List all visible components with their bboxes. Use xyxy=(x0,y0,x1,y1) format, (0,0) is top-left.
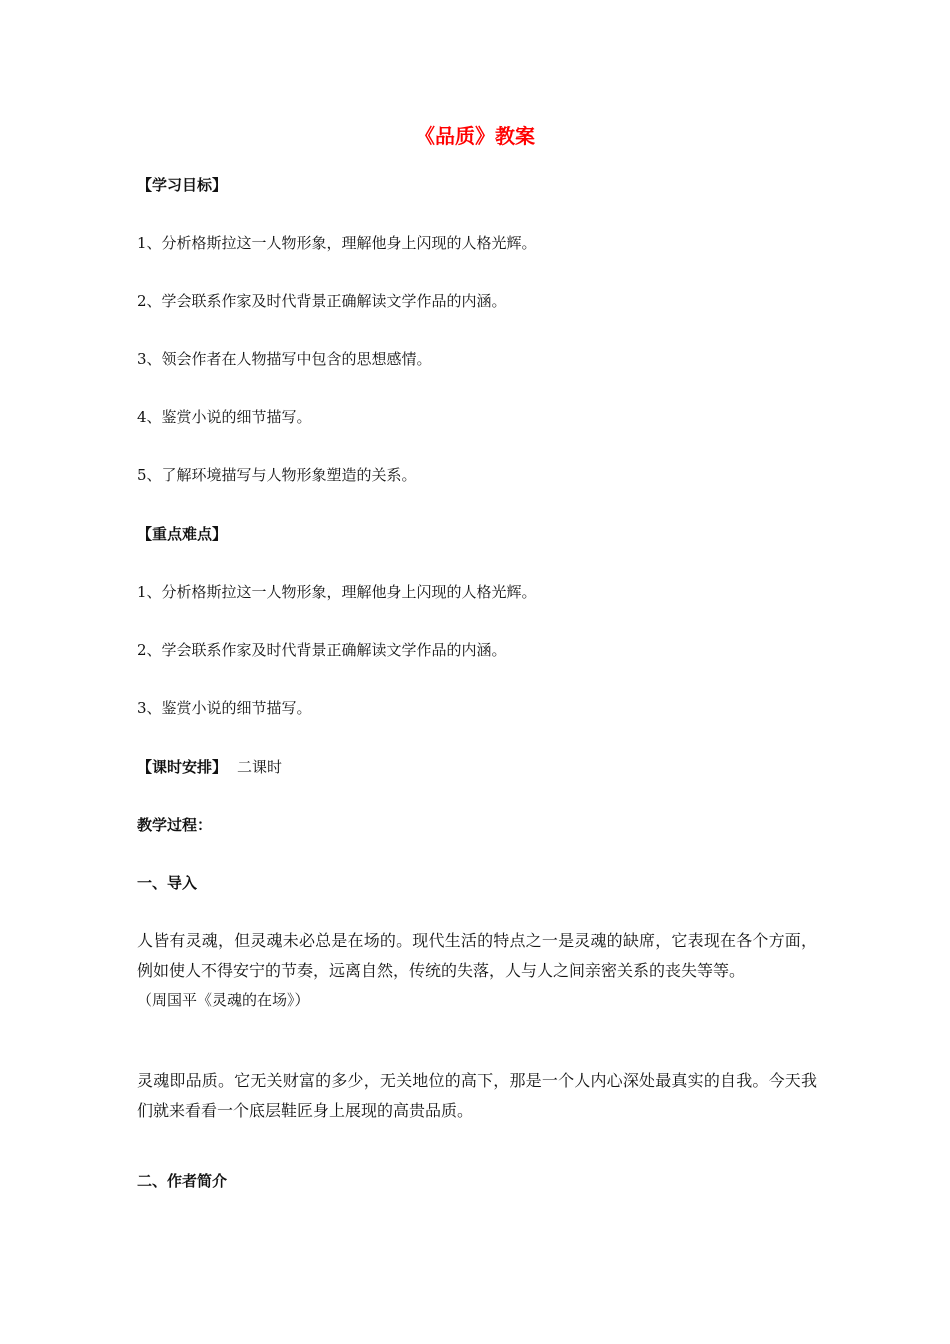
learning-goal-item: 3、领会作者在人物描写中包含的思想感情。 xyxy=(137,350,432,368)
learning-goal-item: 1、分析格斯拉这一人物形象，理解他身上闪现的人格光辉。 xyxy=(137,234,537,252)
intro-paragraph-text: 人皆有灵魂，但灵魂未必总是在场的。现代生活的特点之一是灵魂的缺席，它表现在各个方面，例如使人不得安宁的节奏，远离自然，传统的失落，人与人之间亲密关系的丧失等等。 xyxy=(137,931,817,980)
section-author-heading: 二、作者简介 xyxy=(137,1172,228,1190)
schedule-row xyxy=(137,756,282,778)
intro-paragraph-source: （周国平《灵魂的在场》） xyxy=(137,991,310,1009)
schedule-heading: 【课时安排】 xyxy=(137,758,228,776)
learning-goal-item: 2、学会联系作家及时代背景正确解读文学作品的内涵。 xyxy=(137,292,507,310)
intro-paragraph xyxy=(137,926,817,1014)
soul-quality-paragraph: 灵魂即品质。它无关财富的多少，无关地位的高下，那是一个人内心深处最真实的自我。今天我们就来看看一个底层鞋匠身上展现的高贵品质。 xyxy=(137,1071,817,1120)
key-point-item: 2、学会联系作家及时代背景正确解读文学作品的内涵。 xyxy=(137,641,507,659)
document-title: 《品质》教案 xyxy=(415,124,535,148)
learning-goal-item: 4、鉴赏小说的细节描写。 xyxy=(137,408,312,426)
learning-goal-item: 5、了解环境描写与人物形象塑造的关系。 xyxy=(137,466,417,484)
section-intro-heading: 一、导入 xyxy=(137,874,198,892)
schedule-value: 二课时 xyxy=(237,758,283,776)
key-points-heading: 【重点难点】 xyxy=(137,525,228,543)
process-heading: 教学过程： xyxy=(137,816,213,834)
key-point-item: 1、分析格斯拉这一人物形象，理解他身上闪现的人格光辉。 xyxy=(137,583,537,601)
learning-goals-heading: 【学习目标】 xyxy=(137,176,228,194)
key-point-item: 3、鉴赏小说的细节描写。 xyxy=(137,699,312,717)
